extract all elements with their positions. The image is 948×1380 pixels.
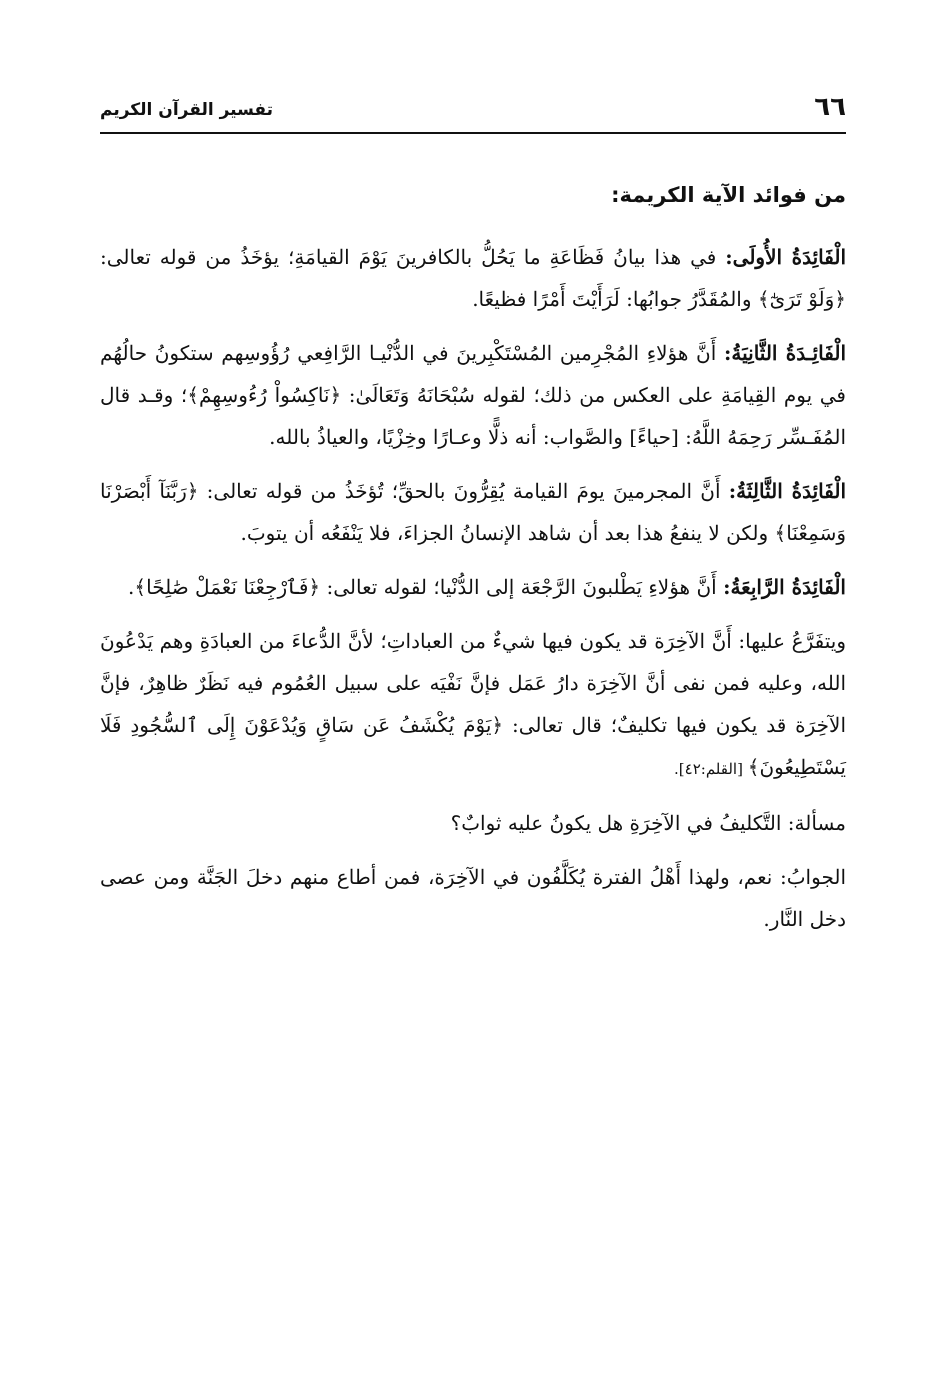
benefit-2-heading: الْفَائِـدَةُ الثَّانِيَةُ: <box>723 341 847 365</box>
answer-paragraph <box>100 856 846 940</box>
benefit-1-text: في هذا بيانُ فَظَاعَةِ ما يَحُلُّ بالكافرينَ يَوْمَ القيامَةِ؛ يؤخَذُ من قوله تعالى: <box>100 245 717 269</box>
benefit-1-text: والمُقَدَّرُ جوابُها: لَرَأَيْتَ أَمْرًا فظيعًا. <box>472 287 758 311</box>
verse-reference: [القلم:٤٢]. <box>674 760 748 778</box>
book-title: تفسير القرآن الكريم <box>100 100 274 120</box>
benefit-4-paragraph <box>100 566 846 608</box>
page-body <box>100 172 846 952</box>
section-heading: من فوائد الآية الكريمة: <box>611 183 846 207</box>
question-text: مسألة: التَّكليفُ في الآخِرَةِ هل يكونُ عليه ثوابٌ؟ <box>450 811 846 835</box>
benefit-3-heading: الْفَائِدَةُ الثَّالِثَةُ: <box>728 479 847 503</box>
benefit-1-paragraph <box>100 236 846 320</box>
quran-verse: ﴿فَٱرْجِعْنَا نَعْمَلْ صَٰلِحًا﴾ <box>134 575 321 599</box>
benefit-4-text: أَنَّ هؤلاءِ يَطْلبونَ الرَّجْعَة إلى الدُّنْيا؛ لقوله تعالى: <box>320 575 717 599</box>
quran-verse: ﴿يَوْمَ يُكْشَفُ عَن سَاقٍ وَيُدْعَوْنَ إِلَى ٱلسُّجُودِ فَلَا يَسْتَطِيعُونَ﴾ <box>100 713 846 779</box>
benefit-2-text: أَنَّ هؤلاءِ المُجْرِمين المُسْتَكْبِرينَ في الدُّنْيـا الرَّافِعي رُؤُوسِهم ستكونُ حالُهُم في يوم القِيامَةِ على العكس من ذلك؛ لقوله سُبْحَانَهُ وَتَعَالَىٰ: <box>100 341 846 407</box>
benefit-2-text: ؛ وقـد قال المُفَـسِّر رَحِمَهُ اللَّهُ: [حياءً] والصَّواب: أنه ذلًّا وعـارًا وخِزْيًا، والعياذُ بالله. <box>100 383 846 449</box>
branch-text: ويتفَرَّعُ عليها: أَنَّ الآخِرَة قد يكون فيها شيءٌ من العباداتِ؛ لأنَّ الدُّعاءَ من العبادَةِ وهم يَدْعُونَ الله، وعليه فمن نفى أنَّ الآخِرَة دارُ عَمَل فإنَّ نَفْيَه على سبيل العُمُوم فيه نَظَرٌ ظاهِرٌ، فإنَّ الآخِرَة قد يكون فيها تكليفٌ؛ قال تعالى: <box>100 629 846 737</box>
benefit-1-heading: الْفَائِدَةُ الأُولَى: <box>725 245 846 269</box>
quran-verse: ﴿رَبَّنَآ أَبْصَرْنَا وَسَمِعْنَا﴾ <box>100 479 846 545</box>
benefit-4-text: . <box>128 575 135 599</box>
benefit-4-heading: الْفَائِدَةُ الرَّابِعَةُ: <box>723 575 846 599</box>
running-header <box>100 88 846 134</box>
answer-text: الجوابُ: نعم، ولهذا أَهْلُ الفترة يُكَلَّفُون في الآخِرَة، فمن أطاع منهم دخلَ الجَنَّة ومن عصى دخل النَّار. <box>100 865 846 931</box>
benefit-2-paragraph <box>100 332 846 458</box>
quran-verse: ﴿وَلَوْ تَرَىٰٓ﴾ <box>757 287 846 311</box>
branch-paragraph <box>100 620 846 790</box>
page-number: ٦٦ <box>814 92 846 122</box>
quran-verse: ﴿نَاكِسُواْ رُءُوسِهِمْ﴾ <box>187 383 342 407</box>
question-paragraph <box>100 802 846 844</box>
benefit-3-paragraph <box>100 470 846 554</box>
benefit-3-text: أَنَّ المجرمينَ يومَ القيامة يُقِرُّونَ بالحقِّ؛ تُؤخَذُ من قوله تعالى: <box>198 479 721 503</box>
benefit-3-text: ولكن لا ينفعُ هذا بعد أن شاهد الإنسانُ الجزاءَ، فلا يَنْفَعُه أن يتوبَ. <box>240 521 775 545</box>
